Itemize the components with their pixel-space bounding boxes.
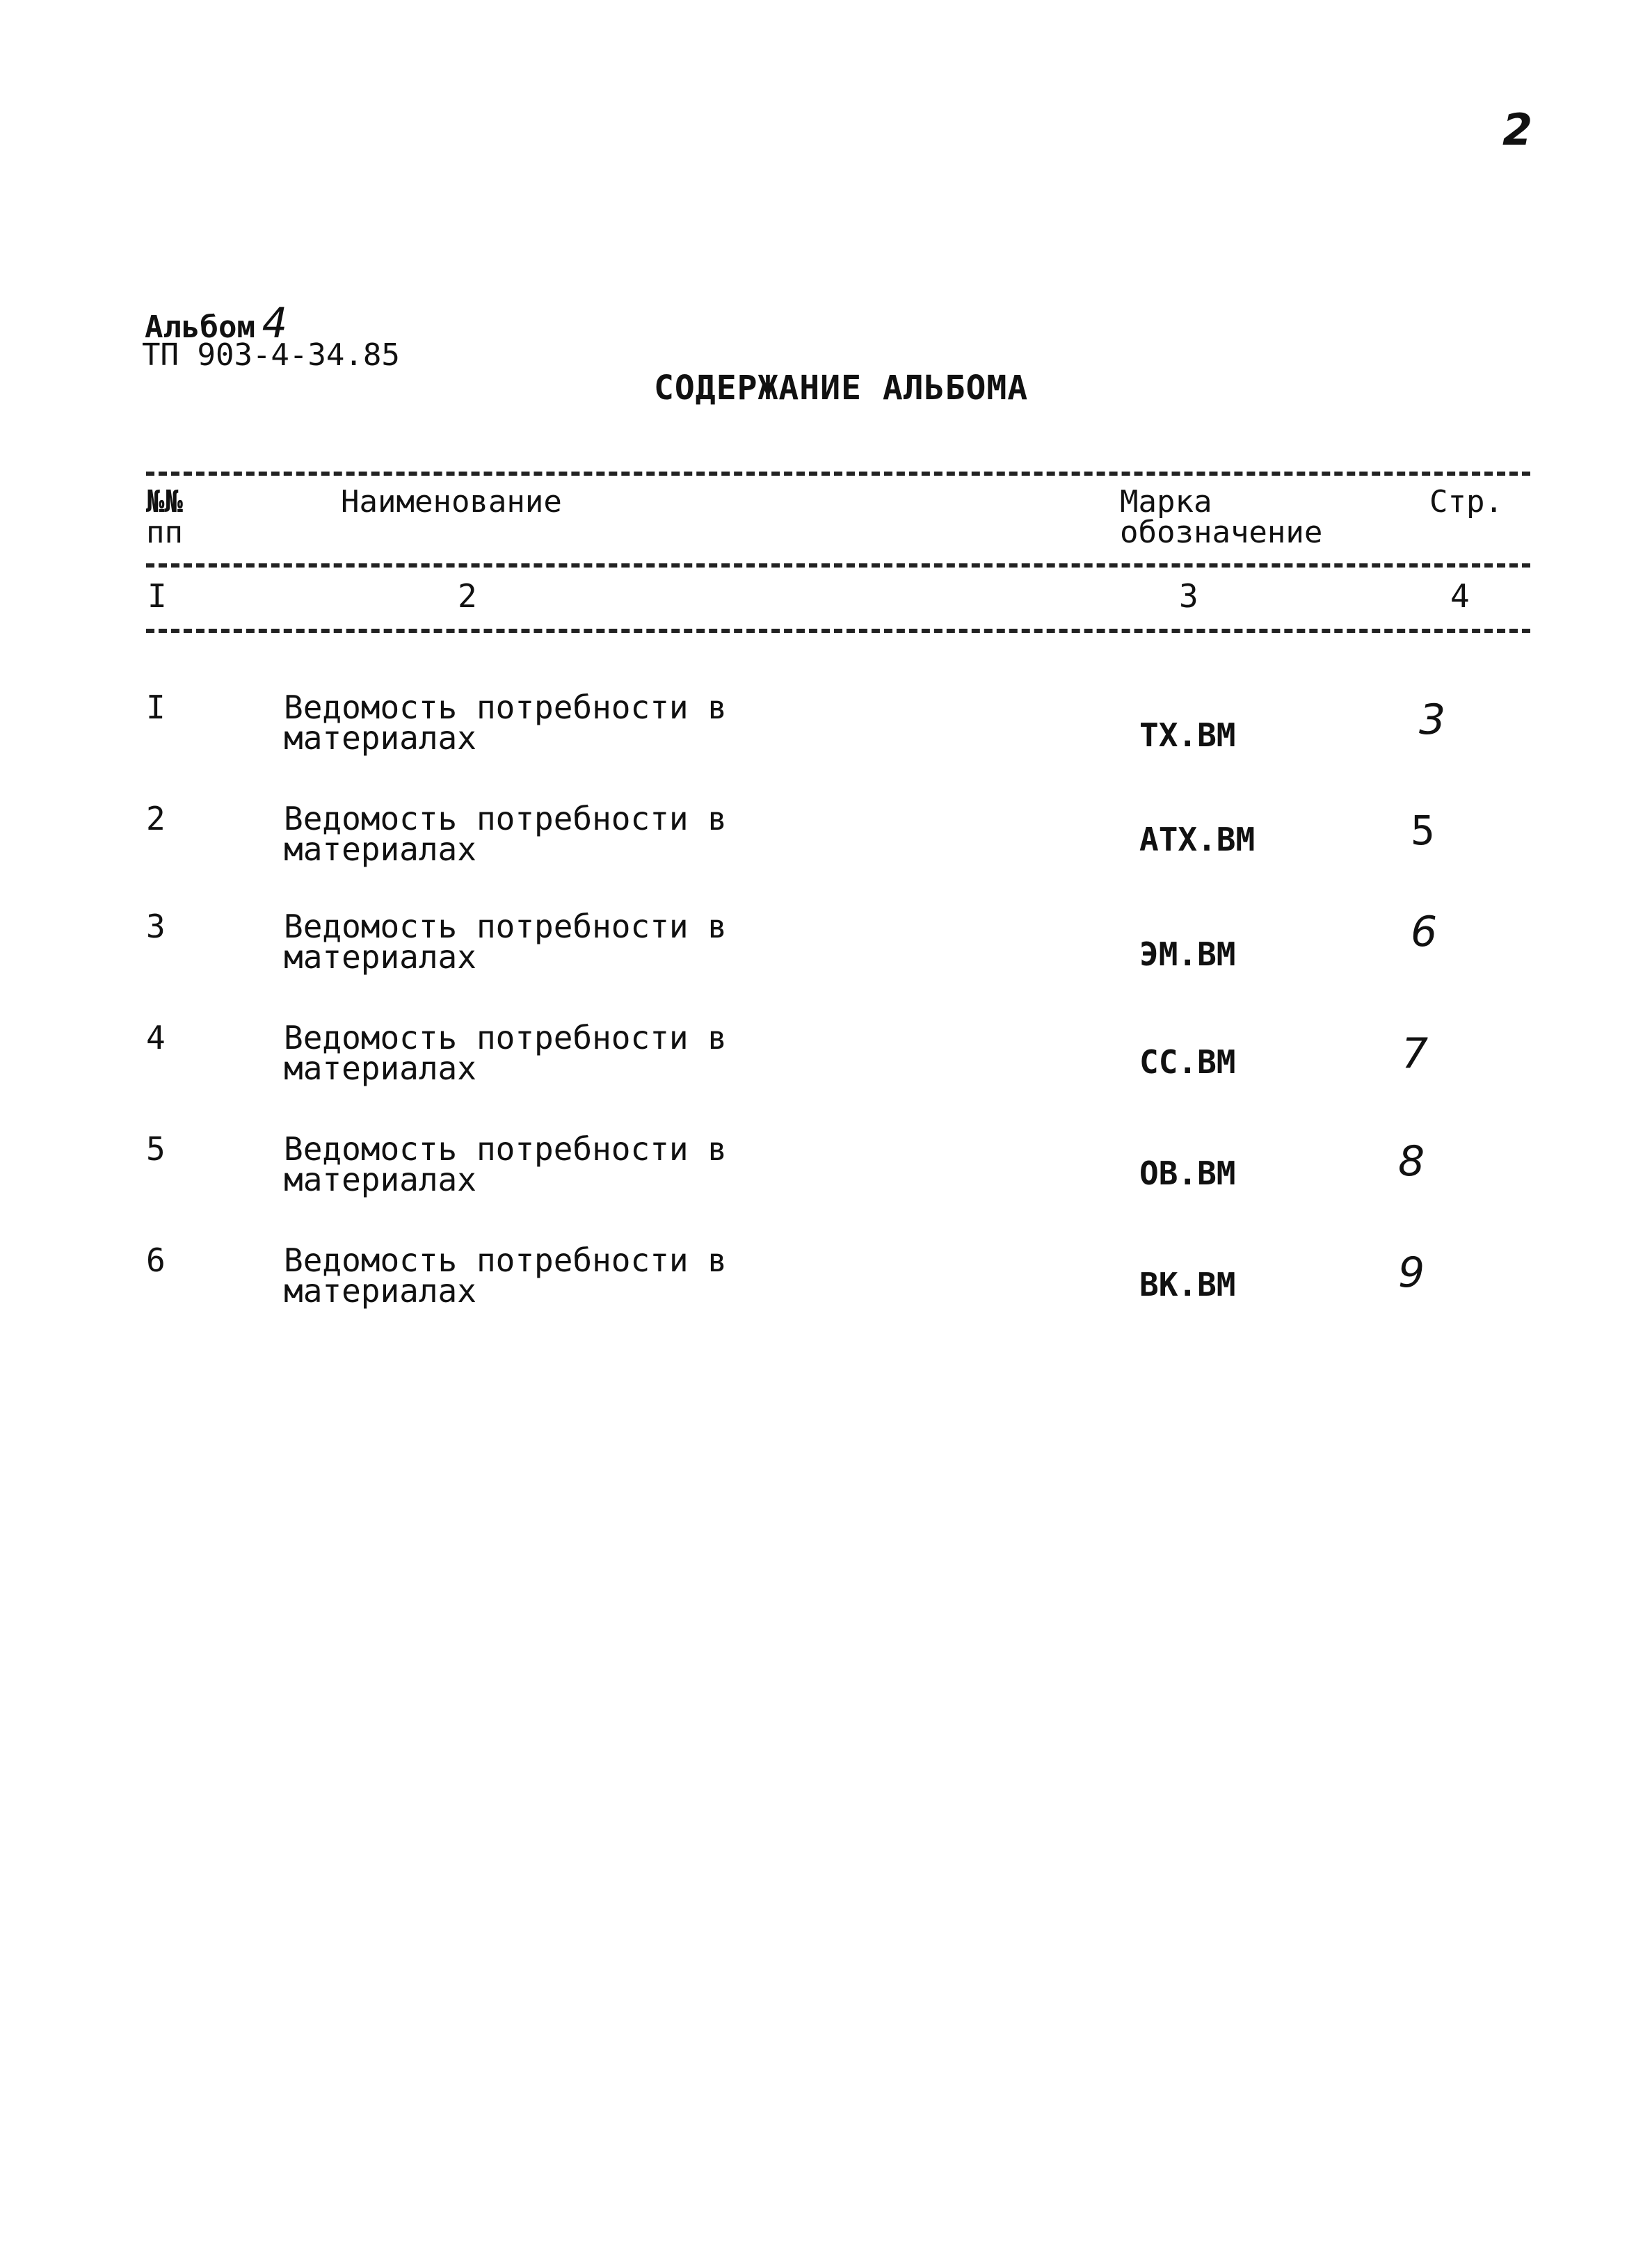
row-2-mark: АТХ.ВМ <box>1139 821 1256 858</box>
header-number <box>146 484 183 550</box>
row-2-name-line1: Ведомость потребности в <box>284 800 727 837</box>
column-number-2: 2 <box>458 577 477 615</box>
row-5-mark: ОВ.ВМ <box>1139 1155 1236 1192</box>
header-name: Наименование <box>341 484 562 520</box>
row-6-number: 6 <box>146 1241 166 1279</box>
table-header-rule <box>146 563 1530 568</box>
column-number-4: 4 <box>1450 577 1470 615</box>
header-mark <box>1120 484 1323 550</box>
row-6-name-line2: материалах <box>284 1272 476 1310</box>
header-number-line1: №№ <box>146 484 183 520</box>
row-5-page: 8 <box>1398 1137 1425 1186</box>
row-3-name-line2: материалах <box>284 938 476 976</box>
header-mark-line1: Марка <box>1120 484 1212 520</box>
row-1-number: I <box>146 689 166 726</box>
album-number: 4 <box>262 299 288 348</box>
row-6-page: 9 <box>1398 1248 1425 1297</box>
header-mark-line2: обозначение <box>1120 515 1323 550</box>
row-3-number: 3 <box>146 908 166 945</box>
row-3-mark: ЭМ.ВМ <box>1139 935 1236 973</box>
row-2-number: 2 <box>146 800 166 837</box>
row-1-page: 3 <box>1419 695 1446 744</box>
row-5-name <box>284 1130 727 1198</box>
row-4-name-line1: Ведомость потребности в <box>284 1019 727 1056</box>
row-4-name-line2: материалах <box>284 1049 476 1087</box>
row-4-mark: СС.ВМ <box>1139 1043 1236 1081</box>
row-1-name <box>284 689 727 757</box>
column-number-1: I <box>147 577 167 615</box>
row-5-name-line1: Ведомость потребности в <box>284 1130 727 1168</box>
row-4-page: 7 <box>1402 1029 1429 1078</box>
row-6-name-line1: Ведомость потребности в <box>284 1241 727 1279</box>
row-6-name <box>284 1241 727 1310</box>
row-5-name-line2: материалах <box>284 1161 476 1198</box>
project-code: ТП 903-4-34.85 <box>142 337 400 373</box>
row-4-number: 4 <box>146 1019 166 1056</box>
row-4-name <box>284 1019 727 1087</box>
row-3-name <box>284 908 727 976</box>
header-page: Стр. <box>1429 484 1503 520</box>
row-3-name-line1: Ведомость потребности в <box>284 908 727 945</box>
row-3-page: 6 <box>1411 908 1438 956</box>
album-label-text: Альбом <box>145 309 255 345</box>
row-2-name <box>284 800 727 868</box>
page-number: 2 <box>1502 104 1533 155</box>
row-1-mark: ТХ.ВМ <box>1139 716 1236 754</box>
table-top-rule <box>146 472 1530 476</box>
row-2-page: 5 <box>1411 807 1435 854</box>
row-2-name-line2: материалах <box>284 830 476 868</box>
document-title: СОДЕРЖАНИЕ АЛЬБОМА <box>654 369 1029 408</box>
row-6-mark: ВК.ВМ <box>1139 1266 1236 1303</box>
row-1-name-line1: Ведомость потребности в <box>284 689 727 726</box>
header-number-line2: пп <box>146 515 183 550</box>
table-colnum-rule <box>146 629 1530 633</box>
row-1-name-line2: материалах <box>284 719 476 757</box>
column-number-3: 3 <box>1179 577 1198 615</box>
row-5-number: 5 <box>146 1130 166 1168</box>
